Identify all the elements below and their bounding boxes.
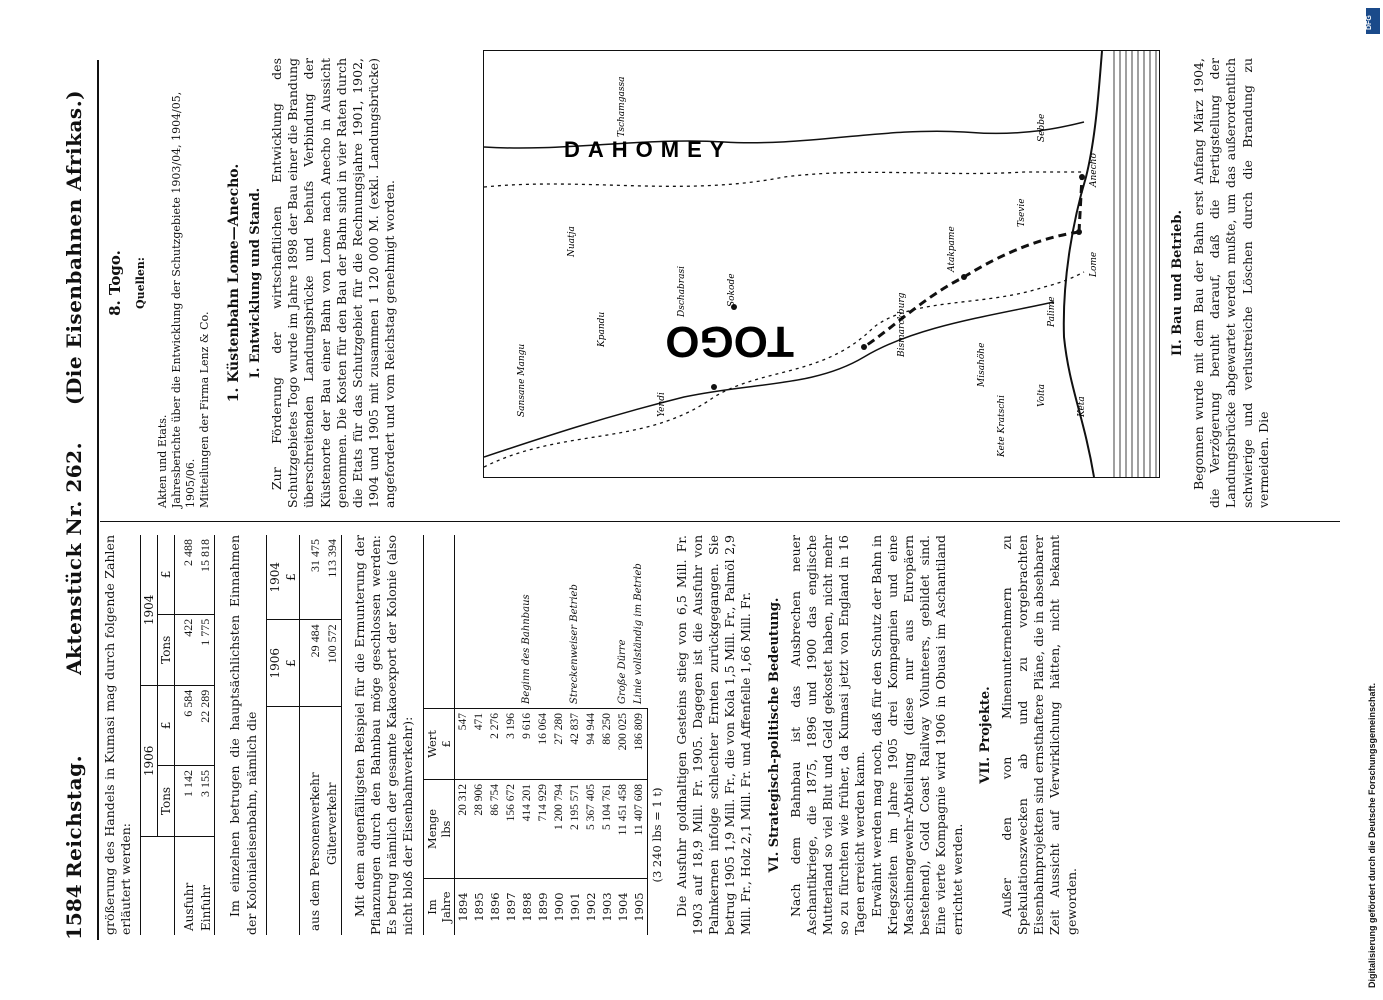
cocoa-amount: 156 672 <box>503 780 519 879</box>
source-item: Akten und Etats. <box>156 414 169 508</box>
cocoa-amount: 11 407 608 <box>631 780 648 879</box>
header-center-title: Aktenstück Nr. 262. <box>62 441 86 675</box>
table-row <box>471 535 487 935</box>
cocoa-value: 42 837 <box>567 709 583 780</box>
cocoa-year: 1901 <box>567 879 583 936</box>
header-rule <box>97 60 99 940</box>
cocoa-value: 9 616 <box>519 709 535 780</box>
sub-sub-title: I. Entwicklung und Stand. <box>248 187 263 379</box>
cocoa-year: 1902 <box>583 879 599 936</box>
row-label: aus dem Personenverkehr <box>299 707 324 936</box>
export-text: Die Ausfuhr goldhaltigen Gesteins stieg von 6,5 Mill. Fr. 1903 auf 18,9 Mill. Fr. 1905. Dagegen ist die Ausfuhr von Palmkernen infolge schlechter Ernten zurückgegangen. Sie betrug 1905 1,9 Mill. Fr., die von Kola 1,5 Mill. Fr., Palmöl 2,9 Mill. Fr., Holz 2,1 Mill. Fr. und Affenfelle 1,66 Mill. Fr. <box>673 535 754 935</box>
source-item: Jahresberichte über die Entwicklung der Schutzgebiete 1903/04, 1904/05, 1905/06. <box>170 91 197 508</box>
cocoa-col-amount: Menge <box>424 808 439 850</box>
table-row <box>299 535 324 935</box>
cocoa-text: Mit dem augenfälligsten Beispiel für die Ermunterung der Pflanzungen durch den Bahnbau möge geschlossen werden: Es betrug nämlich der gesamte Kakaoexport der Kolonie (also nicht bloß der Eisenbahnverkehr): <box>351 535 416 935</box>
income-year-1906: 1906 <box>266 620 283 707</box>
cocoa-year: 1895 <box>471 879 487 936</box>
railway-coast <box>1079 177 1082 232</box>
table-row <box>519 535 535 935</box>
page-number: 1584 <box>62 884 86 940</box>
cell: 2 488 <box>181 539 196 566</box>
cell: 22 289 <box>197 685 215 765</box>
map-label-tschamgassa: Tschamgassa <box>617 76 627 137</box>
trade-year-1904: 1904 <box>141 535 158 685</box>
map-label-sebbe: Sebbe <box>1037 113 1047 142</box>
cocoa-value: 186 809 <box>631 709 648 780</box>
income-text: Im einzelnen betrugen die hauptsächlichsten Einnahmen der Kolonialeisenbahn, nämlich die <box>227 535 259 935</box>
cell: 29 484 <box>299 620 324 707</box>
map-label-tsevie: Tsevie <box>1017 198 1027 227</box>
section-vii-title: VII. Projekte. <box>977 686 993 784</box>
cocoa-value: 27 280 <box>551 709 567 780</box>
cocoa-value: 200 025 <box>615 709 631 780</box>
cell: 3 155 <box>197 765 215 836</box>
cocoa-amount: 28 906 <box>471 780 487 879</box>
cocoa-amount: 86 754 <box>487 780 503 879</box>
dfg-logo-text: DFG <box>1366 15 1373 30</box>
cocoa-amount: 5 367 405 <box>583 780 599 879</box>
cell: 1 775 <box>197 614 215 685</box>
cocoa-amount: 11 451 458 <box>615 780 631 879</box>
map-label-anecho: Anecho <box>1089 153 1099 187</box>
cocoa-note <box>471 535 487 709</box>
cocoa-note <box>551 535 567 709</box>
table-row <box>583 535 599 935</box>
cocoa-col-year: Im Jahre <box>423 879 454 936</box>
cocoa-year: 1897 <box>503 879 519 936</box>
cell: 100 572 <box>324 620 342 707</box>
cocoa-amount: 1 200 794 <box>551 780 567 879</box>
side-note <box>1357 8 1377 998</box>
cocoa-amount: 2 195 571 <box>567 780 583 879</box>
cocoa-value: 471 <box>471 709 487 780</box>
cocoa-note <box>454 535 471 709</box>
cocoa-note <box>487 535 503 709</box>
cell: 6 584 <box>175 685 198 765</box>
cocoa-value: 547 <box>454 709 471 780</box>
table-row <box>454 535 471 935</box>
cocoa-note: Linie vollständig im Betrieb <box>633 563 645 704</box>
source-item: Mitteilungen der Firma Lenz & Co. <box>198 311 211 508</box>
cocoa-footnote: (3 240 lbs = 1 t) <box>649 787 664 883</box>
header-left-title: Reichstag. <box>62 754 86 878</box>
cocoa-note <box>599 535 615 709</box>
row-label: Ausfuhr <box>175 837 198 936</box>
dfg-logo <box>1366 8 1380 34</box>
map-label-volta: Volta <box>1037 384 1047 407</box>
right-column <box>102 58 399 508</box>
map-label-misahohe: Misahöhe <box>977 342 987 387</box>
table-row <box>615 535 631 935</box>
table-row <box>631 535 648 935</box>
trade-col-tons: Tons <box>158 614 175 685</box>
cocoa-col-amount-unit: lbs <box>438 820 453 838</box>
map-label-sansane-mangu: Sansane Mangu <box>517 343 527 417</box>
cocoa-year: 1900 <box>551 879 567 936</box>
cocoa-table <box>423 535 648 935</box>
cell: 15 818 <box>198 539 213 572</box>
border-east <box>484 172 1084 187</box>
cocoa-year: 1898 <box>519 879 535 936</box>
trade-intro: größerung des Handels in Kumasi mag durch folgende Zahlen erläutert werden: <box>102 535 134 935</box>
cocoa-year: 1896 <box>487 879 503 936</box>
cocoa-year: 1903 <box>599 879 615 936</box>
cocoa-year: 1894 <box>454 879 471 936</box>
left-column <box>102 535 1080 935</box>
cocoa-value: 3 196 <box>503 709 519 780</box>
section-vi-text2: Erwähnt werden mag noch, daß für den Schutz der Bahn in Kriegszeiten im Jahre 1905 drei Kompagnien und eine Maschinengewehr-Abteilung (diese nur aus Europäern bestehend), Gold Coast Railway Volunteers, gebildet sind. Eine vierte Kompagnie wird 1906 in Obuasi im Aschantiland errichtet werden. <box>868 535 965 935</box>
cocoa-note: Streckenweiser Betrieb <box>569 584 581 704</box>
section-vi-text: Nach dem Bahnbau ist das Ausbrechen neuer Aschantikriege, die 1875, 1896 und 1900 das englische Mutterland so viel Blut und Geld gekostet haben, nicht mehr so zu fürchten wie früher, da Kumasi jetzt von England in 16 Tagen erreicht werden kann. <box>787 535 868 935</box>
map-label-togo: TOGO <box>665 317 794 366</box>
cocoa-year: 1904 <box>615 879 631 936</box>
table-row <box>503 535 519 935</box>
map-label-keta: Keta <box>1077 396 1087 417</box>
page-header <box>60 60 94 940</box>
income-unit: £ <box>283 573 298 582</box>
table-row <box>487 535 503 935</box>
trade-col-tons: Tons <box>158 765 175 836</box>
section-ii-title: II. Bau und Betrieb. <box>1170 209 1185 357</box>
togo-map <box>483 50 1160 478</box>
cocoa-col-value-unit: £ <box>438 740 453 748</box>
side-note-text: Digitalisierung gefördert durch die Deutsche Forschungsgemeinschaft. <box>1367 682 1377 988</box>
income-year-1904: 1904 <box>267 561 282 593</box>
table-row <box>175 535 198 935</box>
trade-year-1906: 1906 <box>141 685 158 836</box>
map-label-palime: Palime <box>1047 296 1057 327</box>
cell: 113 394 <box>324 539 339 578</box>
map-svg <box>484 51 1159 477</box>
body-text: Zur Förderung der wirtschaftlichen Entwicklung des Schutzgebietes Togo wurde im Jahre 1898 der Bau einer die Brandung überschreitenden Landungsbrücke und behufs Verbindung der Küstenorte der Bau einer Bahn von Lome nach Anecho in Aussicht genommen. Die Kosten für den Bau der Bahn sind in vier Raten durch die Etats für das Schutzgebiet für die Rechnungsjahre 1901, 1902, 1904 und 1905 mit zusammen 1 120 000 M. (exkl. Landungsbrücke) angefordert und vom Reichstag genehmigt worden. <box>269 58 398 508</box>
map-label-dschabrasi: Dschabrasi <box>677 266 687 317</box>
cocoa-amount: 20 312 <box>454 780 471 879</box>
map-label-bismarckburg: Bismarckburg <box>897 292 907 357</box>
cocoa-amount: 414 201 <box>519 780 535 879</box>
row-label: Einfuhr <box>197 837 215 936</box>
cocoa-amount: 5 104 761 <box>599 780 615 879</box>
cell: 31 475 <box>307 539 322 572</box>
right-lower <box>1170 58 1272 508</box>
table-row <box>599 535 615 935</box>
cocoa-note: Beginn des Bahnbaus <box>521 594 533 704</box>
trade-col-pound: £ <box>159 570 174 579</box>
trade-col-pound: £ <box>158 685 175 765</box>
header-right-title: (Die Eisenbahnen Afrikas.) <box>62 89 86 405</box>
cocoa-value: 86 250 <box>599 709 615 780</box>
map-label-nuatja: Nuatja <box>567 226 577 257</box>
border-west <box>484 272 1084 467</box>
cocoa-value: 94 944 <box>583 709 599 780</box>
cocoa-value: 2 276 <box>487 709 503 780</box>
map-label-yendi: Yendi <box>657 392 667 417</box>
map-label-kpandu: Kpandu <box>597 311 607 347</box>
section-title-togo: 8. Togo. <box>106 250 124 316</box>
table-row <box>567 535 583 935</box>
section-vi-title: VI. Strategisch-politische Bedeutung. <box>766 597 782 873</box>
map-label-dahomey: DAHOMEY <box>564 137 733 162</box>
column-divider <box>100 521 1340 522</box>
section-ii-text: Begonnen wurde mit dem Bau der Bahn erst Anfang März 1904, die Verzögerung beruht darauf, daß die Fertigstellung der Landungsbrücke abgewartet werden mußte, um das außerordentlich schwierige und verlustreiche Löschen durch die Brandung zu vermeiden. Die <box>1191 58 1271 508</box>
cocoa-year: 1899 <box>535 879 551 936</box>
cocoa-note: Große Dürre <box>617 639 629 704</box>
cocoa-amount: 714 929 <box>535 780 551 879</box>
cocoa-year: 1905 <box>631 879 648 936</box>
sea-hatching <box>1114 51 1156 477</box>
sub-title: 1. Küstenbahn Lome—Anecho. <box>226 163 242 403</box>
table-row <box>324 535 342 935</box>
cocoa-col-value: Wert <box>424 730 439 758</box>
table-row <box>535 535 551 935</box>
map-label-sokode: Sokode <box>727 273 737 307</box>
sources-label: Quellen: <box>134 257 147 309</box>
income-table <box>266 535 342 935</box>
map-label-atakpame: Atakpame <box>947 226 957 272</box>
table-row <box>551 535 567 935</box>
cell: 1 142 <box>175 765 198 836</box>
map-label-kete-kratschi: Kete Kratschi <box>997 395 1007 457</box>
trade-table <box>140 535 215 935</box>
cocoa-note <box>535 535 551 709</box>
cocoa-note <box>583 535 599 709</box>
income-unit: £ <box>283 620 300 707</box>
section-vii-text: Außer den von Minenunternehmern zu Spekulationszwecken ab und zu vorgebrachten Eisenbahnprojekten sind ernsthaftere Pläne, die in absehbarer Zeit Aussicht auf Verwirklichung hätten, nicht bekannt geworden. <box>998 535 1079 935</box>
cocoa-note <box>503 535 519 709</box>
cell: 422 <box>175 614 198 685</box>
table-row <box>197 535 215 935</box>
cocoa-value: 16 064 <box>535 709 551 780</box>
row-label: Güterverkehr <box>324 707 342 936</box>
map-label-lome: Lome <box>1089 251 1099 277</box>
